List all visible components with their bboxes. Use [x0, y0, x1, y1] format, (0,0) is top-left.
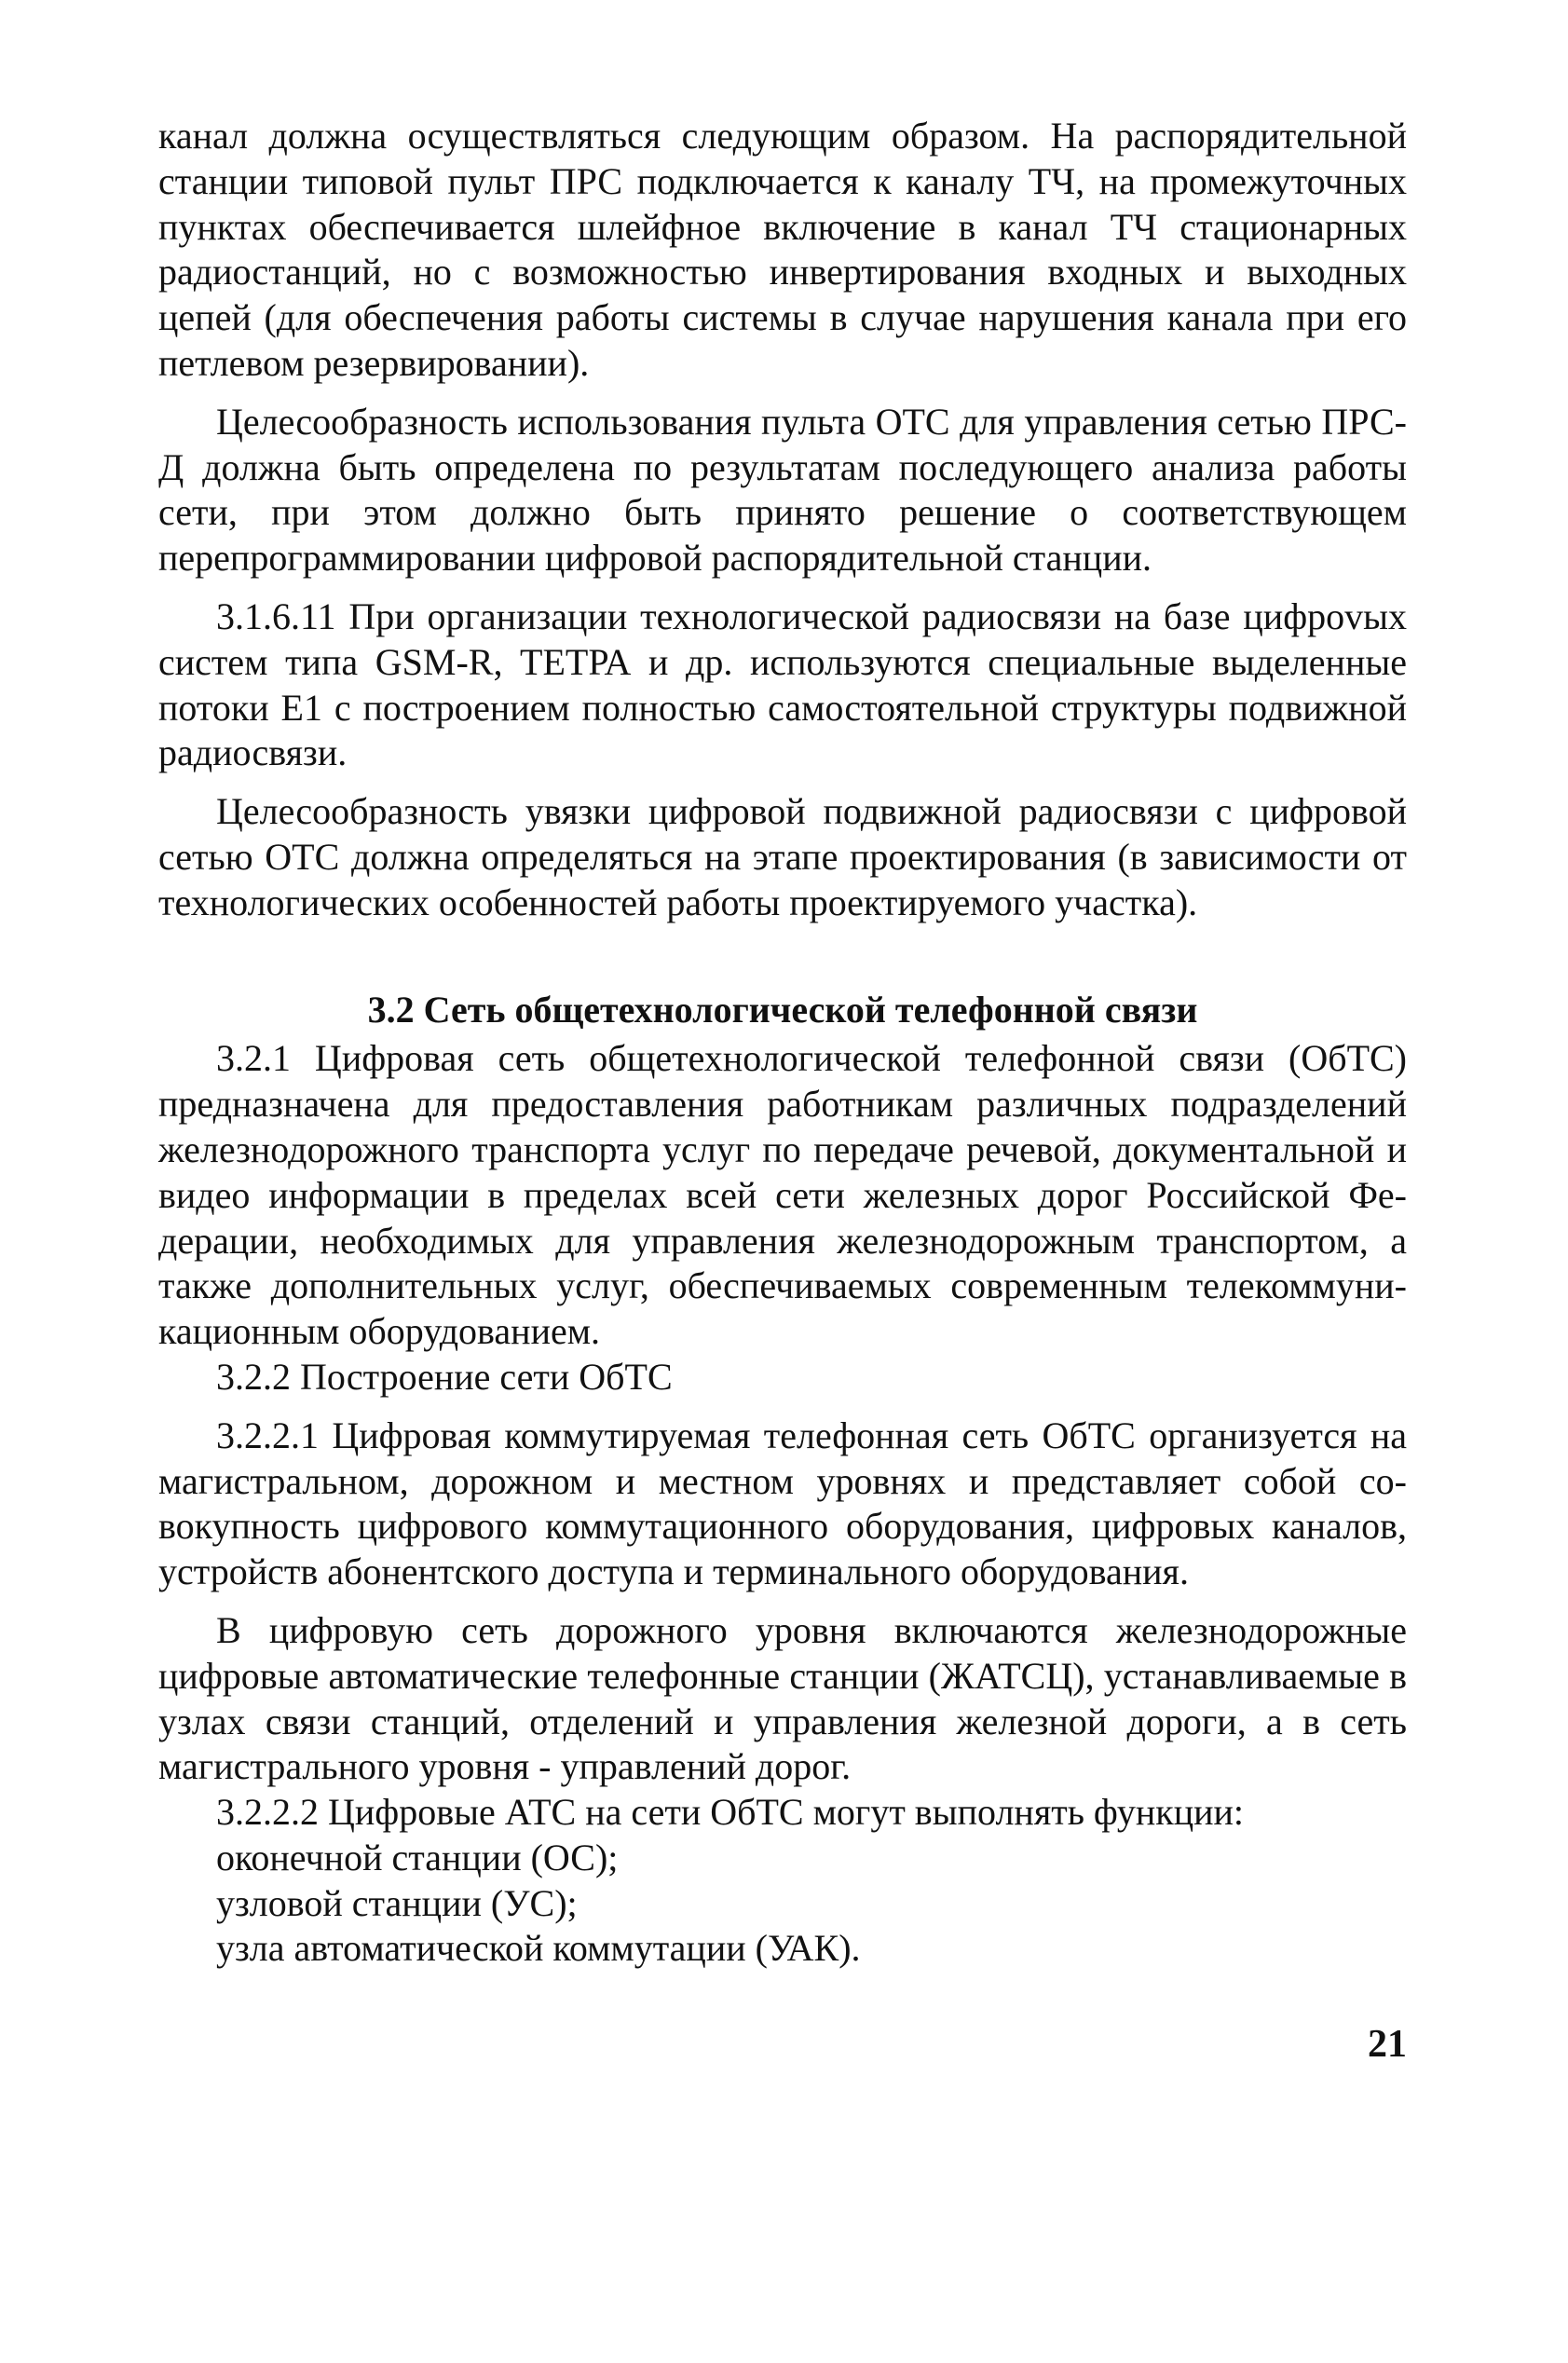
body-text	[158, 114, 1407, 1972]
paragraph-road-level-network: В цифровую сеть дорожного уровня включаются железнодорожные цифровые автоматические телефонные станции (ЖАТСЦ), устанавливаемые в узлах связи станций, отделений и управления железной дороги, а в сеть магистрального уровня - управлений дорог.	[158, 1608, 1407, 1788]
paragraph-continuation: канал должна осуществляться следующим образом. На распорядительной станции типовой пульт ПРС подключается к каналу ТЧ, на промежуточных пунктах обеспечивается шлейфное включение в канал ТЧ стационарных радиостанций, но с возможностью инвертирования входных и выходных цепей (для обеспечения работы системы в случае нарушения канала при его петлевом резервировании).	[158, 115, 1407, 384]
paragraph-3-2-2-2: 3.2.2.2 Цифровые АТС на сети ОбТС могут выполнять функции:	[216, 1791, 1245, 1834]
list-item-os: оконечной станции (ОС);	[216, 1836, 619, 1878]
list-item-uak: узла автоматической коммутации (УАК).	[216, 1927, 861, 1970]
section-heading-3-2: 3.2 Сеть общетехнологической телефонной связи	[367, 988, 1198, 1031]
paragraph-3-2-1: 3.2.1 Цифровая сеть общетехнологической телефонной связи (ОбТС) предназначена для предоставления работникам различных подразделений железнодорожного транспорта услуг по передаче речевой, документальной и видео информации в пределах всей сети железных дорог Российской Федерации, необходимых для управления железнодорожным транспортом, а также дополнительных услуг, обеспечиваемых современным телекоммуникационным оборудованием.	[158, 1037, 1407, 1353]
page-number: 21	[1368, 2023, 1407, 2066]
paragraph-3-2-2-1: 3.2.2.1 Цифровая коммутируемая телефонная сеть ОбТС организуется на магистральном, дорожном и местном уровнях и представляет собой совокупность цифрового коммутационного оборудования, цифровых каналов, устройств абонентского доступа и терминального оборудования.	[158, 1414, 1407, 1593]
paragraph-3-2-2: 3.2.2 Построение сети ОбТС	[216, 1355, 673, 1398]
paragraph-digital-mobile-radio: Целесообразность увязки цифровой подвижной радиосвязи с цифровой сетью ОТС должна определяться на этапе проектирования (в зависимости от технологических особенностей работы проектируемого участка).	[158, 790, 1407, 923]
paragraph-3-1-6-11: 3.1.6.11 При организации технологической радиосвязи на базе цифроvых систем типа GSM-R, ТЕТРА и др. используются специальные выделенные потоки Е1 с построением полностью самостоятельной структуры подвижной радиосвязи.	[158, 594, 1407, 774]
paragraph-ots-console: Целесообразность использования пульта ОТС для управления сетью ПРС-Д должна быть определена по результатам последующего анализа работы сети, при этом должно быть принято решение о соответствующем перепрограммировании цифровой распорядительной станции.	[158, 400, 1407, 580]
list-item-us: узловой станции (УС);	[216, 1881, 578, 1924]
